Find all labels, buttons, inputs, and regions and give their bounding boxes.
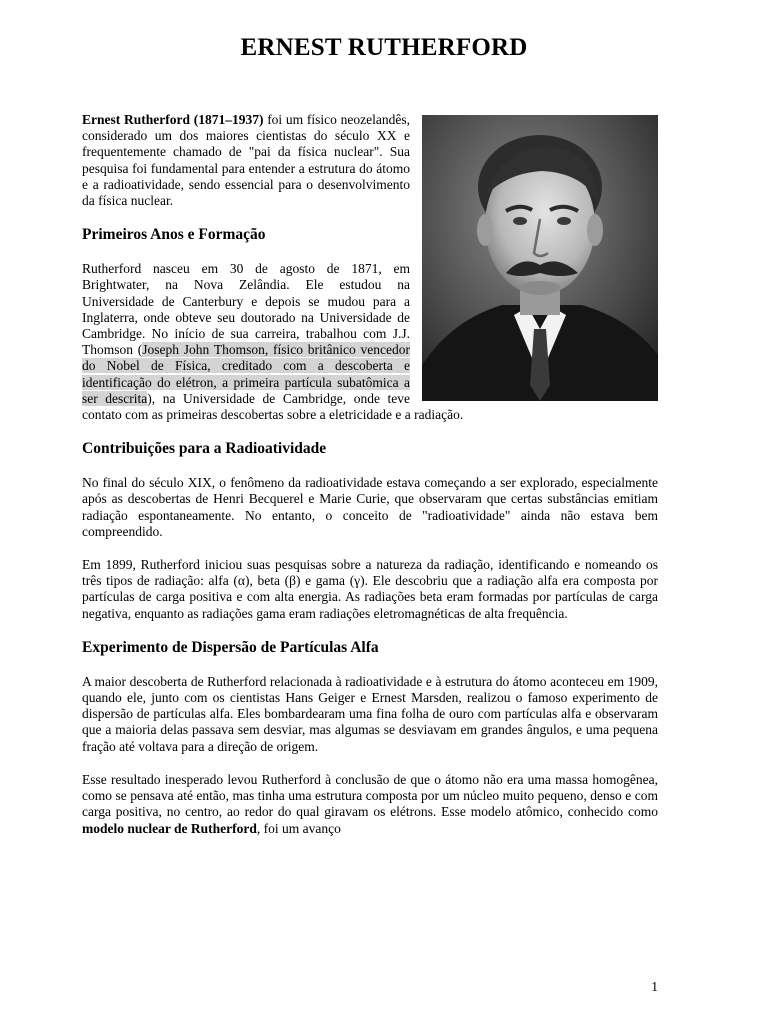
portrait-image bbox=[422, 115, 658, 401]
section-heading-radioactivity: Contribuições para a Radioatividade bbox=[82, 440, 327, 458]
radioactivity-paragraph-2: Em 1899, Rutherford iniciou suas pesquisas sobre a natureza da radiação, identificando e nomeando os três tipos de radiação: alfa (α), beta (β) e gama (γ). Ele descobriu que a radiação alfa era composta por partículas de carga positiva e com alta energia. As radiações beta eram formadas por partículas de carga negativa, enquanto as radiações gama eram radiações eletromagnéticas de alta frequência. bbox=[82, 557, 658, 621]
page-number: 1 bbox=[651, 979, 658, 994]
alpha-scattering-text: Esse resultado inesperado levou Rutherford à conclusão de que o átomo não era uma massa homogênea, como se pensava até então, mas tinha uma estrutura composta por um núcleo muito pequeno, denso e com carga positiva, no centro, ao redor do qual giravam os elétrons. Esse modelo atômico, conhecido como bbox=[82, 771, 658, 820]
intro-text: foi um físico neozelandês, considerado um dos maiores cientistas do século XX e frequentemente chamado de "pai da física nuclear". Sua pesquisa foi fundamental para entender a estrutura do átomo e a radioatividade, sendo essencial para o desenvolvimento da física nuclear. bbox=[82, 112, 410, 209]
highlighted-thomson-note: Joseph John Thomson, físico britânico vencedor do Nobel de Física, creditado com a descoberta e identificação do elétron, a primeira partícula subatômica a ser descrita bbox=[82, 342, 410, 406]
section-heading-alpha-scattering: Experimento de Dispersão de Partículas Alfa bbox=[82, 638, 379, 656]
early-years-text-end: ), na Universidade de Cambridge, onde teve contato com as primeiras descobertas sobre a eletricidade e a radiação. bbox=[82, 390, 464, 423]
intro-bold-lead: Ernest Rutherford (1871–1937) bbox=[82, 112, 264, 127]
alpha-scattering-text-end: , foi um avanço bbox=[256, 820, 341, 836]
nuclear-model-term: modelo nuclear de Rutherford bbox=[82, 820, 257, 836]
early-years-text: Rutherford nasceu em 30 de agosto de 1871, em Brightwater, na Nova Zelândia. Ele estudou na Universidade de Canterbury e depois se mudou para a Inglaterra, onde obteve seu doutorado na Universidade de Cambridge. No início de sua carreira, trabalhou com J.J. Thomson ( bbox=[82, 261, 410, 358]
radioactivity-paragraph-1: No final do século XIX, o fenômeno da radioatividade estava começando a ser explorado, especialmente após as descobertas de Henri Becquerel e Marie Curie, que observaram que certas substâncias emitiam radiação espontaneamente. No entanto, o conceito de "radioatividade" ainda não estava bem compreendido. bbox=[82, 475, 658, 539]
section-heading-early-years: Primeiros Anos e Formação bbox=[82, 226, 266, 244]
rutherford-portrait-photo bbox=[422, 115, 658, 401]
alpha-scattering-paragraph-1: A maior descoberta de Rutherford relacionada à radioatividade e à estrutura do átomo aconteceu em 1909, quando ele, junto com os cientistas Hans Geiger e Ernest Marsden, realizou o famoso experimento de dispersão de partículas alfa. Eles bombardearam uma fina folha de ouro com partículas alfa e observaram que a maioria delas passava sem desviar, mas algumas se desviavam em grandes ângulos, e uma pequena fração até voltava para a direção de origem. bbox=[82, 673, 658, 754]
document-body bbox=[82, 112, 658, 837]
alpha-scattering-paragraph-2 bbox=[82, 772, 658, 837]
document-title: ERNEST RUTHERFORD bbox=[240, 34, 528, 61]
